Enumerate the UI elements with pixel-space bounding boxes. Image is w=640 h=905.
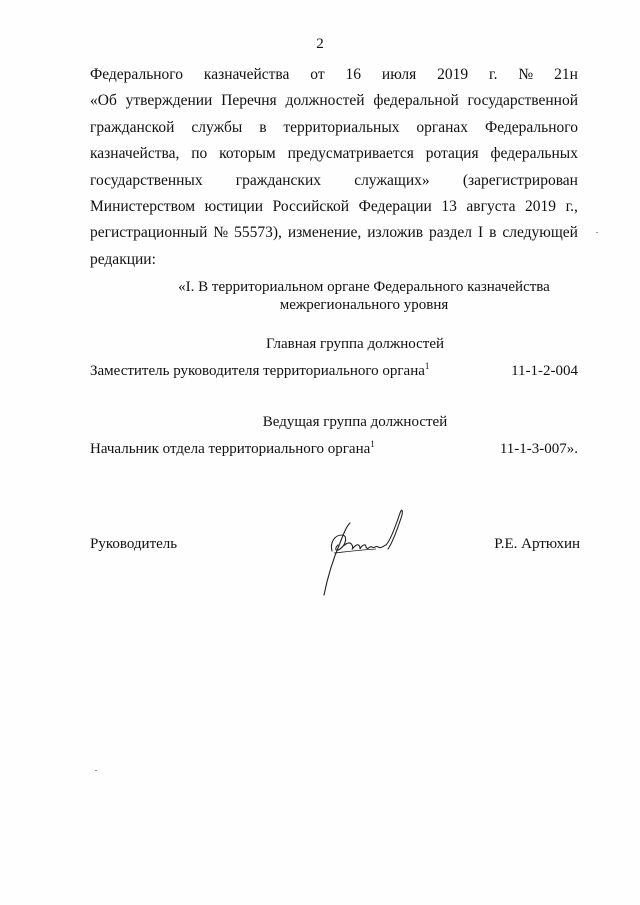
word: Федерального <box>90 66 184 83</box>
word: г., <box>565 197 578 215</box>
word: которым <box>219 145 276 163</box>
section-heading-line-2: межрегионального уровня <box>279 297 449 313</box>
word: территориальных <box>283 118 400 136</box>
paragraph-line <box>90 194 578 220</box>
handwritten-signature <box>310 505 410 600</box>
word: Министерством <box>90 197 196 215</box>
page-number: 2 <box>316 36 324 52</box>
footnote-marker: 1 <box>424 361 430 371</box>
word: Федерального <box>484 118 578 136</box>
word: в <box>489 224 497 242</box>
word: службы <box>191 118 243 136</box>
word: изменение, <box>287 224 362 242</box>
word: 2019 <box>437 66 469 83</box>
word: раздел <box>429 224 472 242</box>
word: федеральных <box>490 145 578 163</box>
word: казначейства <box>203 66 290 83</box>
position-title: Начальник отдела территориального органа$^1$ <box>90 439 375 457</box>
word: государственной <box>467 92 578 110</box>
word: № <box>518 66 534 83</box>
word: органах <box>416 118 469 136</box>
paragraph-line <box>90 88 578 114</box>
word: Перечня <box>221 92 277 110</box>
word: гражданских <box>235 171 321 189</box>
word: августа <box>466 197 516 215</box>
word: № <box>213 224 229 242</box>
position-code: 11-1-2-004 <box>511 363 578 379</box>
word: 16 <box>345 66 362 83</box>
word: г. <box>489 66 498 83</box>
position-row <box>90 363 578 380</box>
word: гражданской <box>90 118 175 136</box>
group-heading-leading: Ведущая группа должностей <box>262 414 448 430</box>
word: изложив <box>367 224 424 242</box>
position-title: Заместитель руководителя территориального органа$^1$ <box>90 361 430 379</box>
footnote-marker: 1 <box>370 439 375 449</box>
intro-paragraph <box>90 62 578 273</box>
paragraph-line <box>90 115 578 141</box>
word: утверждении <box>125 92 213 110</box>
word: июля <box>381 66 417 83</box>
paragraph-last-line: редакции: <box>90 250 156 268</box>
word: по <box>191 145 208 163</box>
position-row <box>90 441 578 458</box>
word: федеральной <box>373 92 459 110</box>
word: регистрационный <box>90 224 208 242</box>
word: должностей <box>285 92 365 110</box>
word: 55573), <box>234 224 282 242</box>
word: 13 <box>441 197 457 215</box>
group-heading-main: Главная группа должностей <box>265 336 445 352</box>
word: 21н <box>554 66 578 83</box>
word: Российской <box>272 197 350 215</box>
word: юстиции <box>204 197 264 215</box>
word: служащих» <box>354 171 430 189</box>
word: Федерации <box>358 197 432 215</box>
word: 2019 <box>525 197 557 215</box>
word: следующей <box>502 224 578 242</box>
word: от <box>310 66 325 83</box>
word: (зарегистрирован <box>462 171 578 189</box>
word: «Об <box>90 92 117 110</box>
section-heading <box>90 278 638 314</box>
signatory-title: Руководитель <box>90 536 178 552</box>
word: предусматривается <box>287 145 414 163</box>
word: I <box>477 224 484 242</box>
position-code: 11-1-3-007». <box>499 441 578 457</box>
section-heading-line-1: «I. В территориальном органе Федерального казначейства <box>178 279 550 295</box>
paragraph-line <box>90 220 578 246</box>
word: ротация <box>425 145 479 163</box>
paragraph-line <box>90 62 578 88</box>
signatory-name: Р.Е. Артюхин <box>494 536 580 552</box>
paragraph-line <box>90 168 578 194</box>
word: казначейства, <box>90 145 180 163</box>
paragraph-line <box>90 141 578 167</box>
scan-speck <box>95 770 97 771</box>
word: государственных <box>90 171 203 189</box>
scan-speck <box>596 232 598 233</box>
word: в <box>259 118 267 136</box>
